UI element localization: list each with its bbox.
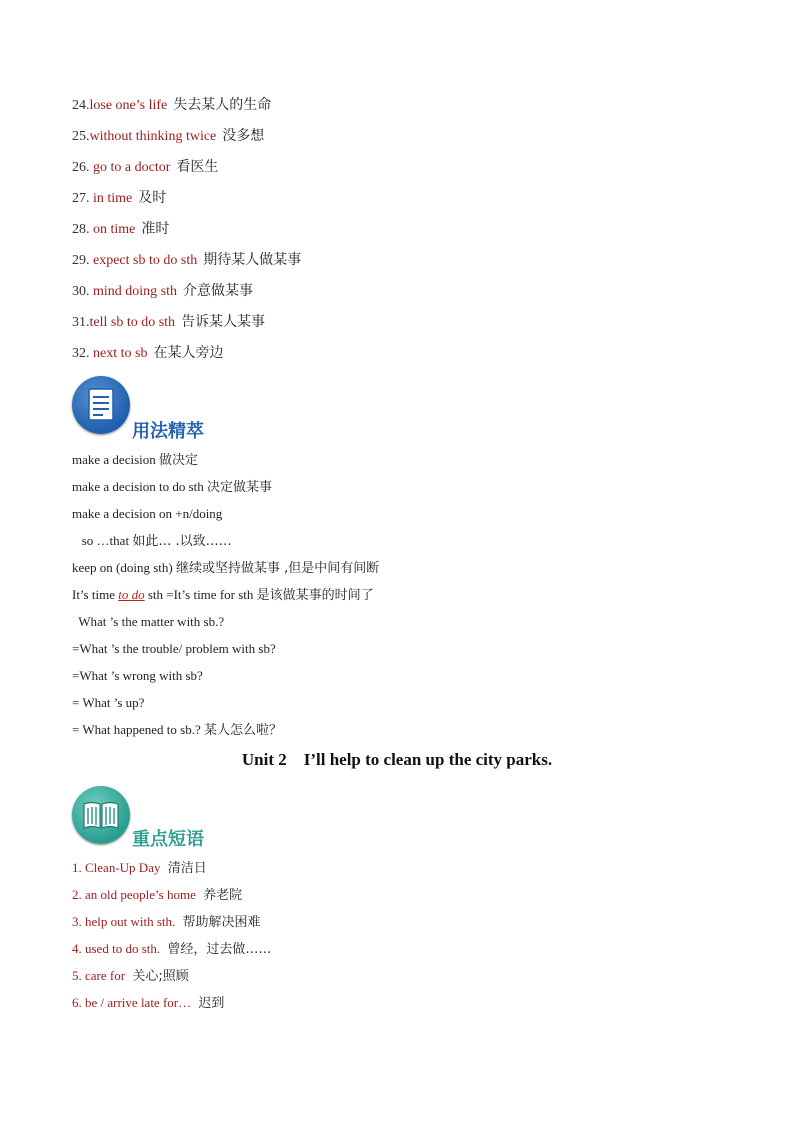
list-item <box>72 993 271 1020</box>
key-english: 6. be / arrive late for… <box>72 995 195 1010</box>
usage-english: make a decision on +n/doing <box>72 506 223 521</box>
usage-chinese: 如此… .以致…… <box>132 534 232 549</box>
key-chinese: 迟到 <box>198 996 225 1011</box>
usage-chinese: 是该做某事的时间了 <box>256 588 374 603</box>
usage-english: It’s time <box>72 587 119 602</box>
list-item <box>72 612 379 639</box>
list-item <box>72 885 271 912</box>
phrase-english: in time <box>93 191 133 206</box>
unit-title: Unit 2 I’ll help to clean up the city parks. <box>241 750 553 769</box>
usage-english: make a decision <box>72 452 159 467</box>
item-number: 30. <box>72 284 93 299</box>
key-english: 3. help out with sth. <box>72 914 179 929</box>
usage-english: = What happened to sb.? <box>72 722 204 737</box>
phrase-chinese: 期待某人做某事 <box>203 252 302 268</box>
phrase-list <box>72 94 301 373</box>
key-chinese: 帮助解决困难 <box>182 915 261 930</box>
usage-list <box>72 450 379 747</box>
phrase-english: go to a doctor <box>93 160 171 175</box>
list-item <box>72 639 379 666</box>
key-english: 1. Clean-Up Day <box>72 860 164 875</box>
key-english: 4. used to do sth. <box>72 941 164 956</box>
list-item <box>72 720 379 747</box>
item-number: 25. <box>72 129 90 144</box>
phrase-english: on time <box>93 222 136 237</box>
list-item <box>72 342 301 373</box>
usage-english: = What ’s up? <box>72 695 145 710</box>
key-phrase-list <box>72 858 271 1020</box>
list-item <box>72 311 301 342</box>
document-list-icon <box>72 376 130 434</box>
phrase-english: mind doing sth <box>93 284 178 299</box>
phrase-english: tell sb to do sth <box>89 315 176 330</box>
item-number: 27. <box>72 191 93 206</box>
usage-english: keep on (doing sth) <box>72 560 176 575</box>
list-item <box>72 249 301 280</box>
phrase-english: without thinking twice <box>89 129 217 144</box>
list-item <box>72 666 379 693</box>
list-item <box>72 531 379 558</box>
key-chinese: 养老院 <box>203 888 243 903</box>
usage-english: make a decision to do sth <box>72 479 208 494</box>
list-item <box>72 94 301 125</box>
phrase-english: lose one’s life <box>89 98 168 113</box>
section-title: 重点短语 <box>132 829 204 850</box>
list-item <box>72 218 301 249</box>
phrase-chinese: 没多想 <box>222 128 265 144</box>
list-item <box>72 939 271 966</box>
list-item <box>72 504 379 531</box>
key-chinese: 清洁日 <box>167 861 207 876</box>
list-item <box>72 280 301 311</box>
key-english: 2. an old people’s home <box>72 887 200 902</box>
phrase-english: next to sb <box>93 346 148 361</box>
usage-chinese: 决定做某事 <box>207 480 273 495</box>
usage-english: What ’s the matter with sb.? <box>72 614 225 629</box>
item-number: 29. <box>72 253 93 268</box>
usage-english: so …that <box>72 533 133 548</box>
item-number: 31. <box>72 315 90 330</box>
phrase-chinese: 失去某人的生命 <box>173 97 272 113</box>
phrase-chinese: 及时 <box>138 190 167 206</box>
list-item <box>72 585 379 612</box>
section-title: 用法精萃 <box>132 421 204 442</box>
key-english: 5. care for <box>72 968 129 983</box>
list-item <box>72 477 379 504</box>
list-item <box>72 156 301 187</box>
list-item <box>72 450 379 477</box>
usage-english: sth =It’s time for sth <box>144 587 257 602</box>
phrase-chinese: 告诉某人某事 <box>181 314 266 330</box>
phrase-chinese: 介意做某事 <box>183 283 254 299</box>
list-item <box>72 187 301 218</box>
usage-chinese: 某人怎么啦？ <box>204 723 283 738</box>
key-chinese: 曾经，过去做…… <box>167 942 272 957</box>
list-item <box>72 558 379 585</box>
usage-chinese: 继续或坚持做某事 ,但是中间有间断 <box>175 561 380 576</box>
item-number: 24. <box>72 98 90 113</box>
open-book-icon <box>72 786 130 844</box>
item-number: 28. <box>72 222 93 237</box>
item-number: 32. <box>72 346 93 361</box>
phrase-chinese: 在某人旁边 <box>153 345 224 361</box>
item-number: 26. <box>72 160 93 175</box>
phrase-chinese: 准时 <box>141 221 170 237</box>
highlight-to-do: to do <box>118 587 145 602</box>
phrase-chinese: 看医生 <box>176 159 219 175</box>
phrase-english: expect sb to do sth <box>93 253 198 268</box>
list-item <box>72 693 379 720</box>
usage-english: =What ’s the trouble/ problem with sb? <box>72 641 276 656</box>
list-item <box>72 125 301 156</box>
list-item <box>72 966 271 993</box>
usage-chinese: 做决定 <box>159 453 199 468</box>
list-item <box>72 912 271 939</box>
list-item <box>72 858 271 885</box>
usage-english: =What ’s wrong with sb? <box>72 668 203 683</box>
key-chinese: 关心;照顾 <box>132 969 189 984</box>
